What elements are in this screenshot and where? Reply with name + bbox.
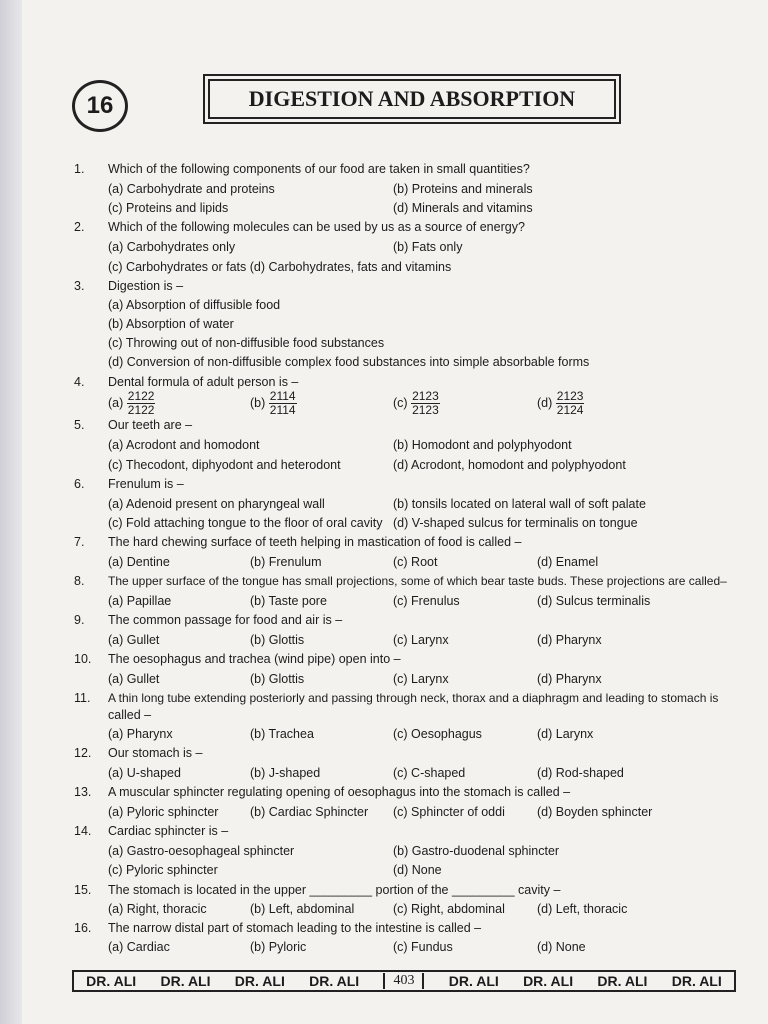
question-text: A muscular sphincter regulating opening of oesophagus into the stomach is called – <box>108 785 571 799</box>
question-number: 14. <box>74 824 92 838</box>
option-b: (b) Cardiac Sphincter <box>250 805 369 819</box>
option-a: (a) Gullet <box>108 633 160 647</box>
option-a: (a) Papillae <box>108 594 172 608</box>
option-b: (b) Proteins and minerals <box>393 182 533 196</box>
footer-author: DR. ALI <box>671 973 722 989</box>
question-number: 1. <box>74 162 85 176</box>
question-number: 9. <box>74 613 85 627</box>
question-number: 15. <box>74 883 92 897</box>
option-b: (b) Glottis <box>250 672 305 686</box>
question-number: 16. <box>74 921 92 935</box>
option-a: (a) Pharynx <box>108 727 173 741</box>
option-c: (c) Root <box>393 555 438 569</box>
option-b: (b) Glottis <box>250 633 305 647</box>
chapter-number: 16 <box>72 80 128 132</box>
question-number: 10. <box>74 652 92 666</box>
option-b: (b) Taste pore <box>250 594 327 608</box>
option-a: (a) Gullet <box>108 672 160 686</box>
option-d: (d) Minerals and vitamins <box>393 201 533 215</box>
question-text: Which of the following components of our food are taken in small quantities? <box>108 162 530 176</box>
option-a: (a) Absorption of diffusible food <box>108 298 281 312</box>
option-c: (c) C-shaped <box>393 766 466 780</box>
option-c: (c) Larynx <box>393 672 449 686</box>
option-d: (d) Rod-shaped <box>537 766 624 780</box>
option-c: (c) Frenulus <box>393 594 460 608</box>
option-d: (d) Boyden sphincter <box>537 805 653 819</box>
option-c: (c) Throwing out of non-diffusible food substances <box>108 336 385 350</box>
option-b: (b) J-shaped <box>250 766 321 780</box>
option-b: (b) Absorption of water <box>108 317 234 331</box>
option-a: (a) Pyloric sphincter <box>108 805 219 819</box>
option-a: (a) Gastro-oesophageal sphincter <box>108 844 295 858</box>
question-text: The oesophagus and trachea (wind pipe) open into – <box>108 652 401 666</box>
option-d: (d) Enamel <box>537 555 599 569</box>
option-c: (c) Oesophagus <box>393 727 482 741</box>
option-b: (b) Trachea <box>250 727 314 741</box>
option-c: (c) Right, abdominal <box>393 902 505 916</box>
option-a: (a) Carbohydrate and proteins <box>108 182 275 196</box>
option-d: (d) None <box>393 863 442 877</box>
option-d: (d) V-shaped sulcus for terminalis on tongue <box>393 516 638 530</box>
option-c-d: (c) Carbohydrates or fats (d) Carbohydrates, fats and vitamins <box>108 260 452 274</box>
footer-author: DR. ALI <box>448 973 499 989</box>
option-a: (a) Cardiac <box>108 940 170 954</box>
option-b: (b) Fats only <box>393 240 463 254</box>
option-d: (d) Left, thoracic <box>537 902 628 916</box>
option-a: (a) Dentine <box>108 555 170 569</box>
question-text: A thin long tube extending posteriorly and passing through neck, thorax and a diaphragm and leading to stomach is <box>108 691 719 705</box>
question-text: The hard chewing surface of teeth helping in mastication of food is called – <box>108 535 522 549</box>
option-a: (a) Right, thoracic <box>108 902 207 916</box>
option-d: (d) Pharynx <box>537 633 602 647</box>
question-number: 2. <box>74 220 85 234</box>
chapter-title: DIGESTION AND ABSORPTION <box>208 79 616 119</box>
option-c: (c) $\frac{2123}{2123}$ <box>393 389 439 417</box>
question-number: 8. <box>74 574 85 588</box>
option-d: (d) Sulcus terminalis <box>537 594 651 608</box>
option-d: (d) Conversion of non-diffusible complex food substances into simple absorbable forms <box>108 355 590 369</box>
question-text: Which of the following molecules can be used by us as a source of energy? <box>108 220 525 234</box>
question-text: Our teeth are – <box>108 418 193 432</box>
footer-author: DR. ALI <box>309 973 360 989</box>
question-text: Digestion is – <box>108 279 184 293</box>
question-text: Cardiac sphincter is – <box>108 824 229 838</box>
option-a: (a) Acrodont and homodont <box>108 438 260 452</box>
footer-author: DR. ALI <box>597 973 648 989</box>
question-text: The common passage for food and air is – <box>108 613 343 627</box>
question-number: 12. <box>74 746 92 760</box>
option-a: (a) Adenoid present on pharyngeal wall <box>108 497 325 511</box>
option-d: (d) Acrodont, homodont and polyphyodont <box>393 458 626 472</box>
option-b: (b) Frenulum <box>250 555 322 569</box>
option-c: (c) Sphincter of oddi <box>393 805 505 819</box>
question-number: 13. <box>74 785 92 799</box>
question-text: Dental formula of adult person is – <box>108 375 299 389</box>
option-b: (b) Left, abdominal <box>250 902 355 916</box>
question-number: 6. <box>74 477 85 491</box>
question-text: The narrow distal part of stomach leading to the intestine is called – <box>108 921 482 935</box>
option-d: (d) $\frac{2123}{2124}$ <box>537 389 584 417</box>
footer-author: DR. ALI <box>160 973 211 989</box>
option-b: (b) Homodont and polyphyodont <box>393 438 572 452</box>
footer-author: DR. ALI <box>234 973 285 989</box>
question-number: 4. <box>74 375 85 389</box>
footer-author: DR. ALI <box>86 973 137 989</box>
option-c: (c) Larynx <box>393 633 449 647</box>
option-c: (c) Fundus <box>393 940 453 954</box>
option-c: (c) Thecodont, diphyodont and heterodont <box>108 458 341 472</box>
option-b: (b) $\frac{2114}{2114}$ <box>250 389 296 417</box>
question-text: Frenulum is – <box>108 477 184 491</box>
option-a: (a) $\frac{2122}{2122}$ <box>108 389 155 417</box>
question-text-continued: called – <box>108 708 152 722</box>
footer-author: DR. ALI <box>523 973 574 989</box>
option-b: (b) Pyloric <box>250 940 307 954</box>
option-b: (b) tonsils located on lateral wall of soft palate <box>393 497 646 511</box>
chapter-title-box <box>203 74 621 124</box>
option-a: (a) Carbohydrates only <box>108 240 236 254</box>
option-a: (a) U-shaped <box>108 766 181 780</box>
page-footer <box>72 970 736 992</box>
question-text: Our stomach is – <box>108 746 203 760</box>
option-c: (c) Fold attaching tongue to the floor of oral cavity <box>108 516 383 530</box>
question-number: 5. <box>74 418 85 432</box>
question-number: 7. <box>74 535 85 549</box>
option-d: (d) Pharynx <box>537 672 602 686</box>
option-d: (d) Larynx <box>537 727 594 741</box>
question-text: The stomach is located in the upper _________ portion of the _________ cavity – <box>108 883 561 897</box>
question-number: 11. <box>74 691 91 705</box>
option-d: (d) None <box>537 940 586 954</box>
question-text: The upper surface of the tongue has small projections, some of which bear taste buds. These projections are called– <box>108 574 727 588</box>
page-number: 403 <box>383 973 424 989</box>
option-c: (c) Proteins and lipids <box>108 201 229 215</box>
option-b: (b) Gastro-duodenal sphincter <box>393 844 560 858</box>
question-number: 3. <box>74 279 85 293</box>
option-c: (c) Pyloric sphincter <box>108 863 218 877</box>
